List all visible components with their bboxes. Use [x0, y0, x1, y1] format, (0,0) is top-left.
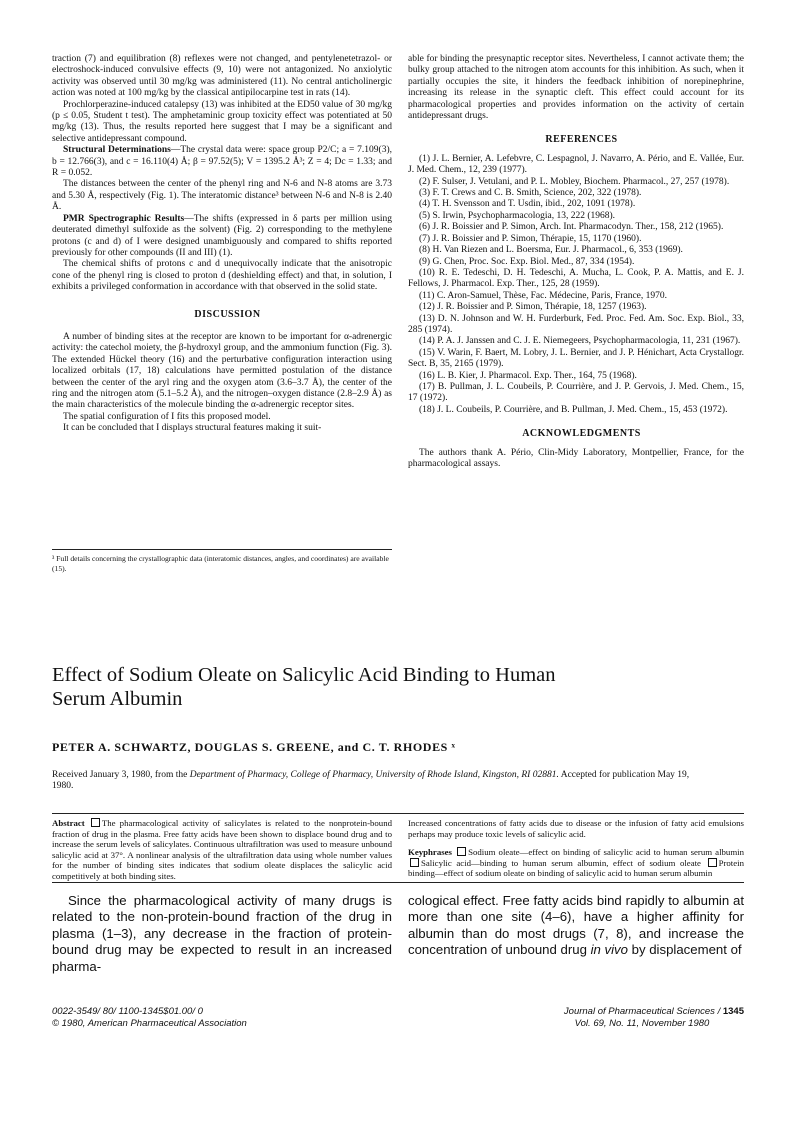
reference-item: (5) S. Irwin, Psychopharmacologia, 13, 222 (1968).	[419, 210, 616, 221]
abstract-bottom-rule	[52, 882, 744, 883]
right-column	[408, 54, 744, 470]
abstract-top-rule	[52, 813, 744, 814]
abstract-left: Abstract The pharmacological activity of salicylates is related to the nonprotein-bound fraction of drug in the plasma. Free fatty acids have been shown to displace bound drug and to increase the serum levels of salicylates. Continuous ultrafiltration was used to measure unbound salicylic acid at 37°. A nonlinear analysis of the ultrafiltration data using whole number values for the number of binding sites indicates that sodium oleate displaces the salicylic acid competitively at both binding sites.	[52, 818, 393, 881]
reference-item: (16) L. B. Kier, J. Pharmacol. Exp. Ther., 164, 75 (1968).	[419, 370, 637, 381]
left-column	[52, 54, 392, 435]
keyphrases-label: Keyphrases	[408, 847, 452, 858]
paragraph: The distances between the center of the phenyl ring and N-6 and N-8 atoms are 3.73 and 5.30 Å, respectively (Fig. 1). The interatomic distance³ between N-6 and N-8 is 2.40 Å.	[52, 179, 392, 213]
references-heading: REFERENCES	[545, 134, 618, 146]
acknowledgments-heading: ACKNOWLEDGMENTS	[522, 428, 641, 440]
paragraph: The spatial configuration of I fits this proposed model.	[63, 411, 271, 422]
abstract-right: Increased concentrations of fatty acids due to disease or the infusion of fatty acid emulsions perhaps may produce toxic levels of salicylic acid. Keyphrases Sodium oleate—effect on binding of salicylic acid to human serum albumin Salicylic acid—binding to human serum albumin, effect of sodium oleate Protein binding—effect of sodium oleate on binding of salicylic acid to human serum albumin	[408, 818, 745, 879]
reference-item: (6) J. R. Boissier and P. Simon, Arch. Int. Pharmacodyn. Ther., 158, 212 (1965).	[419, 222, 724, 233]
footnote: ³ Full details concerning the crystallographic data (interatomic distances, angles, and coordinates) are available (15).	[52, 554, 389, 573]
reference-item: (13) D. N. Johnson and W. H. Furderburk, Fed. Proc. Fed. Am. Soc. Exp. Biol., 33, 285 (1974).	[408, 313, 744, 335]
reference-item: (12) J. R. Boissier and P. Simon, Thérapie, 18, 1257 (1963).	[419, 302, 647, 313]
intro-left: Since the pharmacological activity of many drugs is related to the non-protein-bound fraction of the drug in plasma (1–3), any decrease in the fraction of protein-bound drug may be expected to result in an increased pharma-	[52, 893, 392, 974]
discussion-heading: DISCUSSION	[194, 308, 261, 320]
paragraph: A number of binding sites at the receptor are known to be important for α-adrenergic activity: the catechol moiety, the β-hydroxyl group, and the ammonium function (Fig. 3). The extended Hückel theory (16) and the perturbative configuration interaction using localized orbitals (17, 18) calculations have permitted postulation of the distance between the center of the aryl ring and the oxygen atom (3.6–3.7 Å), the center of the ring and the nitrogen atom (5.1–5.2 Å), and the nitrogen–oxygen distance (2.8–2.9 Å) as the main characteristics of the molecule binding the α-adrenergic receptor sites.	[52, 331, 392, 411]
reference-item: (10) R. E. Tedeschi, D. H. Tedeschi, A. Mucha, L. Cook, P. A. Mattis, and E. J. Fellows, J. Pharmacol. Exp. Ther., 125, 28 (1959).	[408, 267, 744, 290]
paragraph: traction (7) and equilibration (8) reflexes were not changed, and pentylenetetrazol- or electroshock-induced convulsive effects (9, 10) were not antagonized. No anxiolytic activity was observed until 30 mg/kg was administered (11). No central anticholinergic action was noted at 100 mg/kg by the classical antipilocarpine test in rats (14).	[52, 54, 392, 99]
reference-item: (3) F. T. Crews and C. B. Smith, Science, 202, 322 (1978).	[419, 188, 642, 199]
reference-item: (18) J. L. Coubeils, P. Courrière, and B. Pullman, J. Med. Chem., 15, 453 (1972).	[419, 404, 728, 415]
paragraph: The chemical shifts of protons c and d unequivocally indicate that the anisotropic cone of the phenyl ring is closed to proton d (deshielding effect) and that, in solution, I exhibits a privileged conformation in accordance with that observed in the solid state.	[52, 259, 392, 293]
footer-right: Journal of Pharmaceutical Sciences / 1345 Vol. 69, No. 11, November 1980	[563, 1006, 744, 1029]
article-title: Effect of Sodium Oleate on Salicylic Acid Binding to Human Serum Albumin	[52, 664, 556, 710]
box-icon	[410, 858, 419, 867]
paragraph: Structural Determinations—The crystal data were: space group P2/C; a = 7.109(3), b = 12.766(3), and c = 16.110(4) Å; β = 97.52(5); V = 1395.2 Å³; Z = 4; Dc = 1.33; and R = 0.052.	[52, 145, 392, 179]
box-icon	[91, 818, 100, 827]
intro-right: cological effect. Free fatty acids bind rapidly to albumin at more than one site (4–6), have a higher affinity for albumin than do most drugs (7, 8), and increase the concentration of unbound drug in vivo by displacement of	[408, 893, 744, 958]
paragraph: Prochlorperazine-induced catalepsy (13) was inhibited at the ED50 value of 30 mg/kg (p ≤ 0.05, Student t test). The amphetaminic group toxicity effect was potentiated at 50 mg/kg (13). Thus, the results reported here suggest that I may be a significant and selective antidepressant compound.	[52, 99, 392, 144]
reference-item: (1) J. L. Bernier, A. Lefebvre, C. Lespagnol, J. Navarro, A. Pério, and E. Vallée, Eur. J. Med. Chem., 12, 239 (1977).	[408, 153, 744, 176]
reference-item: (14) P. A. J. Janssen and C. J. E. Niemegeers, Psychopharmacologia, 11, 231 (1967).	[419, 336, 741, 347]
run-in-heading: PMR Spectrographic Results	[63, 213, 185, 224]
footnote-rule	[52, 549, 392, 550]
reference-item: (7) J. R. Boissier and P. Simon, Thérapie, 15, 1170 (1960).	[419, 233, 642, 244]
references-list	[408, 154, 744, 416]
page-number: 1345	[722, 1006, 744, 1017]
reference-item: (4) T. H. Svensson and T. Usdin, ibid., 202, 1091 (1978).	[419, 199, 636, 210]
reference-item: (9) G. Chen, Proc. Soc. Exp. Biol. Med., 87, 334 (1954).	[419, 256, 635, 267]
affiliation: Department of Pharmacy, College of Pharmacy, University of Rhode Island, Kingston, RI 02881.	[189, 770, 559, 780]
reference-item: (8) H. Van Riezen and L. Boersma, Eur. J. Pharmacol., 6, 353 (1969).	[419, 245, 683, 256]
reference-item: (17) B. Pullman, J. L. Coubeils, P. Courrière, and J. P. Gervois, J. Med. Chem., 15, 17 (1972).	[408, 381, 744, 404]
paragraph: It can be concluded that I displays structural features making it suit-	[63, 423, 322, 434]
footer-left: 0022-3549/ 80/ 1100-1345$01.00/ 0 © 1980, American Pharmaceutical Association	[52, 1006, 247, 1029]
paragraph: able for binding the presynaptic receptor sites. Nevertheless, I cannot activate them; the bulky group attached to the nitrogen atom accounts for this inhibition. As such, when it partially occupies the site, it hinders the feedback inhibition of norepinephrine, increasing its release in the synaptic cleft. This effect could account for its pharmacological properties and provides information on the activity of certain antidepressant drugs.	[408, 54, 744, 122]
run-in-heading: Structural Determinations	[63, 145, 171, 156]
reference-item: (11) C. Aron-Samuel, Thèse, Fac. Médecine, Paris, France, 1970.	[419, 290, 667, 301]
reference-item: (2) F. Sulser, J. Vetulani, and P. L. Mobley, Biochem. Pharmacol., 27, 257 (1978).	[419, 176, 730, 187]
reference-item: (15) V. Warin, F. Baert, M. Lobry, J. L. Bernier, and J. P. Hénichart, Acta Crystallogr. Sect. B, 35, 2165 (1979).	[408, 347, 744, 370]
box-icon	[457, 847, 466, 856]
abstract-label: Abstract	[52, 818, 85, 828]
received-line: Received January 3, 1980, from the Department of Pharmacy, College of Pharmacy, University of Rhode Island, Kingston, RI 02881. Accepted for publication May 19, 1980.	[52, 770, 690, 792]
acknowledgments-text: The authors thank A. Pério, Clin-Midy Laboratory, Montpellier, France, for the pharmacological assays.	[408, 447, 744, 469]
article-authors: PETER A. SCHWARTZ, DOUGLAS S. GREENE, and C. T. RHODES ˣ	[52, 740, 456, 754]
box-icon	[708, 858, 717, 867]
paragraph: PMR Spectrographic Results—The shifts (expressed in δ parts per million using deuterated dimethyl sulfoxide as the solvent) (Fig. 2) corresponding to the methylene protons (c and d) of I were designed unambiguously and compared to shifts reported previously for other compounds (II and III) (1).	[52, 213, 392, 258]
